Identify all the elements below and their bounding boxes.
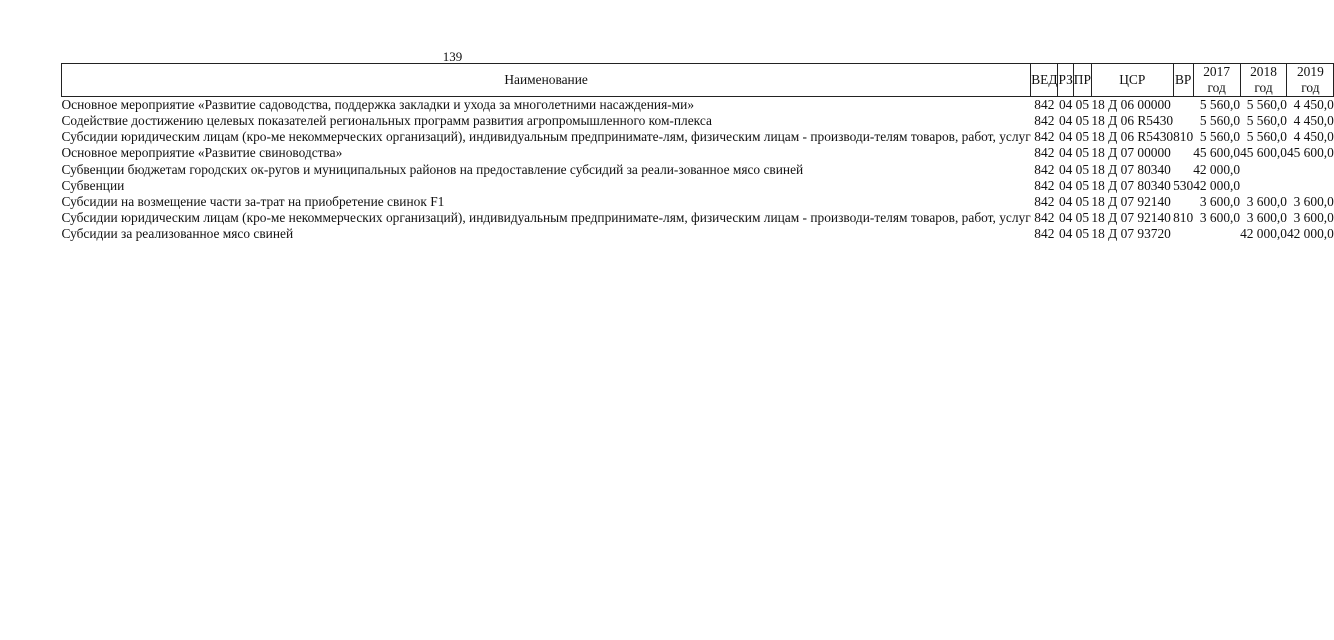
row-2018: 5 560,0 [1246,129,1287,145]
row-csr: 18 Д 06 R5430 [1091,113,1174,129]
row-rz: 04 [1058,161,1073,177]
header-csr: ЦСР [1091,64,1173,97]
table-row [62,194,1334,210]
table-row [62,226,1334,242]
row-2018: 3 600,0 [1246,209,1287,225]
row-vr: 530 [1173,177,1194,193]
row-csr: 18 Д 07 80340 [1091,161,1171,177]
row-csr: 18 Д 06 00000 [1091,97,1171,113]
row-ved: 842 [1034,193,1055,209]
row-vr: 810 [1173,209,1194,225]
row-rz: 04 [1058,193,1073,209]
row-name: Содействие достижению целевых показателей региональных программ развития агропромышленного ком-плекса [61,113,712,129]
row-2019 [1287,178,1334,194]
row-2017: 3 600,0 [1199,209,1241,225]
row-pr: 05 [1075,193,1090,209]
row-2017: 42 000,0 [1193,177,1241,193]
row-vr [1173,97,1193,114]
table-row [62,113,1334,129]
row-2019: 45 600,0 [1286,145,1334,161]
row-2018 [1240,162,1287,178]
row-ved: 842 [1034,145,1055,161]
row-ved: 842 [1034,97,1055,113]
row-vr [1173,226,1193,242]
row-rz: 04 [1058,225,1073,241]
row-name: Субсидии на возмещение части за-трат на приобретение свинок F1 [61,193,445,209]
header-2018: 2018 год [1240,64,1287,97]
row-csr: 18 Д 07 92140 [1091,209,1171,225]
row-vr [1173,145,1193,161]
row-2019: 3 600,0 [1293,209,1334,225]
row-vr: 810 [1173,129,1194,145]
row-name: Субсидии юридическим лицам (кро-ме некоммерческих организаций), индивидуальным предпринимате-лям, физическим лицам - производи-телям товаров, работ, услуг [61,129,1031,145]
row-ved: 842 [1034,177,1055,193]
row-pr: 05 [1075,209,1090,225]
row-2018: 3 600,0 [1246,193,1287,209]
row-2018: 45 600,0 [1240,145,1287,161]
row-2018: 5 560,0 [1246,97,1287,113]
row-name: Субвенции бюджетам городских ок-ругов и муниципальных районов на предоставление субсидий за реали-зованное мясо свиней [61,161,804,177]
row-pr: 05 [1075,129,1090,145]
row-2018: 42 000,0 [1240,225,1287,241]
row-name: Основное мероприятие «Развитие свиноводства» [61,145,343,161]
header-2019: 2019 год [1287,64,1334,97]
row-2017 [1193,226,1240,242]
row-2017: 3 600,0 [1199,193,1241,209]
row-rz: 04 [1058,209,1073,225]
row-2019: 4 450,0 [1293,129,1334,145]
row-pr: 05 [1075,97,1090,113]
header-rz: РЗ [1058,64,1073,97]
row-csr: 18 Д 07 00000 [1091,145,1171,161]
row-pr: 05 [1075,113,1090,129]
row-ved: 842 [1034,129,1055,145]
row-rz: 04 [1058,145,1073,161]
row-2019: 4 450,0 [1293,97,1334,113]
row-vr [1173,113,1193,129]
row-2019: 4 450,0 [1293,113,1334,129]
row-2017: 45 600,0 [1193,145,1241,161]
row-rz: 04 [1058,177,1073,193]
row-2019: 42 000,0 [1286,225,1334,241]
table-row [62,162,1334,178]
table-row [62,97,1334,114]
row-2018: 5 560,0 [1246,113,1287,129]
row-ved: 842 [1034,161,1055,177]
row-csr: 18 Д 06 R5430 [1091,129,1174,145]
row-2018 [1240,178,1287,194]
row-pr: 05 [1075,145,1090,161]
header-name: Наименование [62,64,1031,97]
row-name: Субвенции [61,177,125,193]
header-ved: ВЕД [1031,64,1058,97]
page-number: 139 [442,49,463,64]
table-header-row [62,64,1334,97]
row-rz: 04 [1058,113,1073,129]
table-row [62,145,1334,161]
header-2017: 2017 год [1193,64,1240,97]
row-pr: 05 [1075,225,1090,241]
row-vr [1173,194,1193,210]
row-2019 [1287,162,1334,178]
row-2017: 5 560,0 [1199,113,1241,129]
table-row [62,210,1334,226]
budget-table [61,63,1334,242]
row-rz: 04 [1058,97,1073,113]
table-row [62,129,1334,145]
row-ved: 842 [1034,225,1055,241]
header-pr: ПР [1073,64,1091,97]
row-rz: 04 [1058,129,1073,145]
table-row [62,178,1334,194]
row-pr: 05 [1075,177,1090,193]
row-2019: 3 600,0 [1293,193,1334,209]
row-name: Субсидии юридическим лицам (кро-ме некоммерческих организаций), индивидуальным предпринимате-лям, физическим лицам - производи-телям товаров, работ, услуг [61,209,1031,225]
row-vr [1173,162,1193,178]
row-csr: 18 Д 07 92140 [1091,193,1171,209]
row-csr: 18 Д 07 93720 [1091,225,1171,241]
row-2017: 42 000,0 [1193,161,1241,177]
row-name: Основное мероприятие «Развитие садоводства, поддержка закладки и ухода за многолетними насаждения-ми» [61,97,695,113]
row-2017: 5 560,0 [1199,129,1241,145]
row-csr: 18 Д 07 80340 [1091,177,1171,193]
row-ved: 842 [1034,113,1055,129]
header-vr: ВР [1173,64,1193,97]
row-pr: 05 [1075,161,1090,177]
row-ved: 842 [1034,209,1055,225]
row-2017: 5 560,0 [1199,97,1241,113]
row-name: Субсидии за реализованное мясо свиней [61,225,294,241]
